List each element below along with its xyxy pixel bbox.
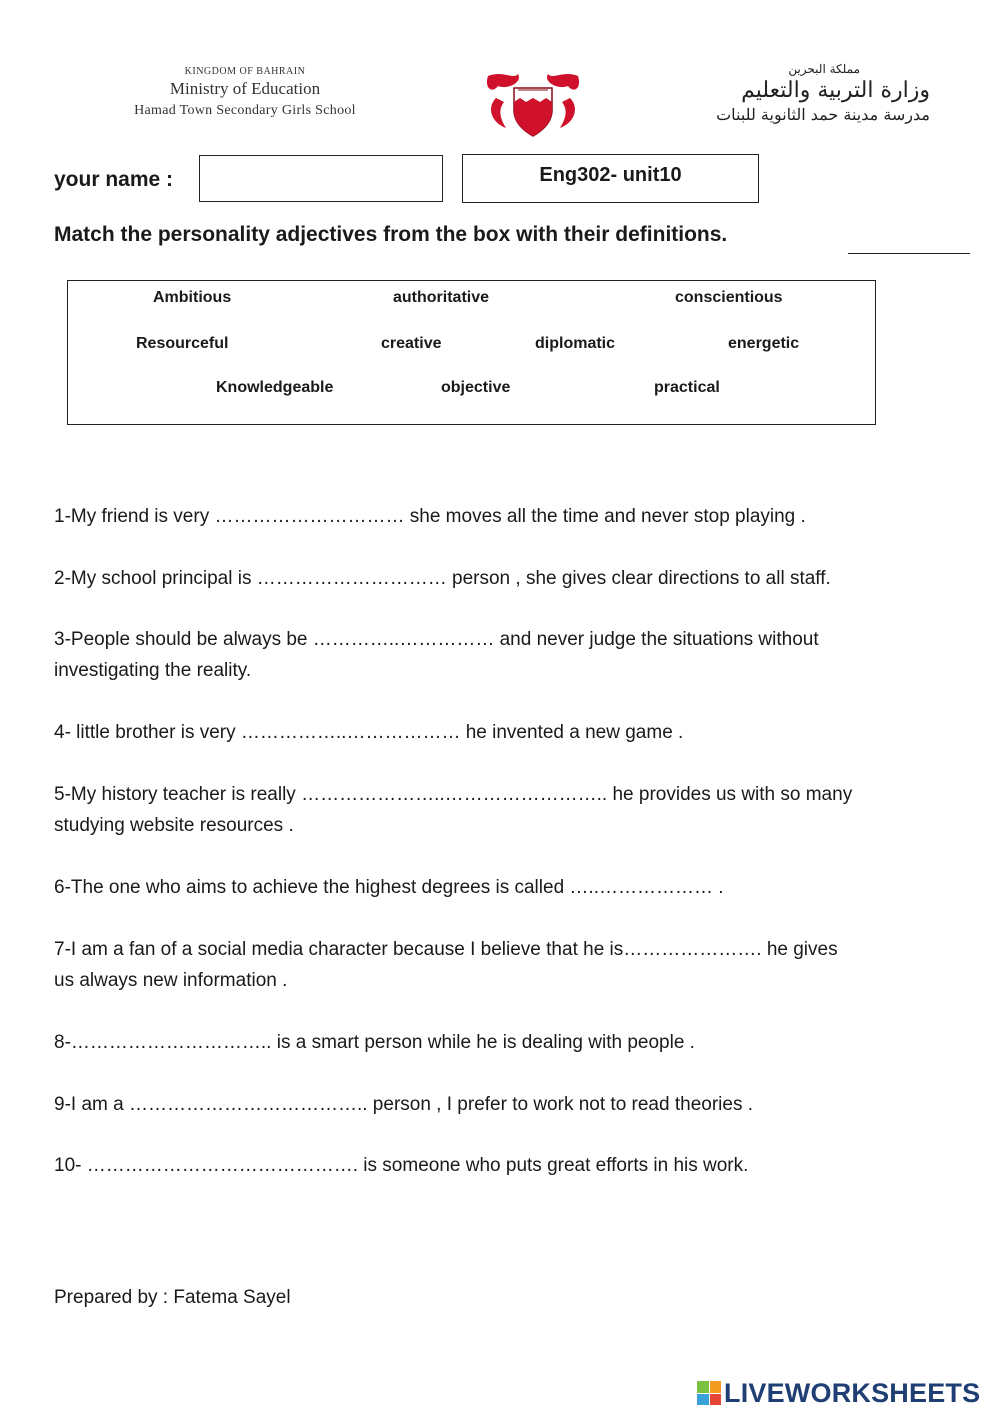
word-item: Resourceful <box>136 335 229 352</box>
question-9 <box>54 1089 924 1120</box>
question-line: 7-I am a fan of a social media character because I believe that he is…………………. he gives <box>54 939 838 960</box>
question-line: 1-My friend is very ………………………… she moves all the time and never stop playing . <box>54 506 806 527</box>
kingdom-ar-text: مملكة البحرين <box>788 62 860 76</box>
question-6 <box>54 872 924 903</box>
question-5 <box>54 779 924 841</box>
word-item: authoritative <box>393 289 490 306</box>
name-input[interactable] <box>199 155 443 202</box>
question-line: 5-My history teacher is really …………………..…………………….. he provides us with so many <box>54 784 853 805</box>
liveworksheets-logo-icon <box>697 1381 721 1405</box>
word-item: energetic <box>728 335 800 352</box>
question-line: 3-People should be always be …………..…………… and never judge the situations without <box>54 629 819 650</box>
ministry-ar-text: وزارة التربية والتعليم <box>741 78 930 103</box>
question-line: studying website resources . <box>54 815 294 836</box>
question-7 <box>54 934 924 996</box>
header-english <box>70 66 420 119</box>
word-item: practical <box>654 379 720 396</box>
score-line <box>848 253 970 254</box>
header-arabic <box>630 62 930 124</box>
ministry-en-text: Ministry of Education <box>169 79 321 98</box>
question-4 <box>54 717 924 748</box>
question-3 <box>54 624 924 686</box>
question-line: us always new information . <box>54 970 288 991</box>
word-box <box>67 280 876 425</box>
school-en-text: Hamad Town Secondary Girls School <box>134 103 356 118</box>
question-8 <box>54 1027 924 1058</box>
question-2 <box>54 563 924 594</box>
prepared-by: Prepared by : Fatema Sayel <box>54 1287 291 1308</box>
word-item: creative <box>381 335 442 352</box>
word-item: conscientious <box>675 289 783 306</box>
school-ar-text: مدرسة مدينة حمد الثانوية للبنات <box>716 105 930 124</box>
question-1 <box>54 501 924 532</box>
word-item: objective <box>441 379 511 396</box>
question-line: 4- little brother is very ……………..……………… he invented a new game . <box>54 722 684 743</box>
question-line: 10- ……………………………………. is someone who puts great efforts in his work. <box>54 1155 749 1176</box>
word-item: Knowledgeable <box>216 379 334 396</box>
name-label: your name : <box>54 168 174 191</box>
question-10 <box>54 1150 924 1181</box>
kingdom-en-text: KINGDOM OF BAHRAIN <box>184 66 306 77</box>
unit-title: Eng302- unit10 <box>462 154 759 203</box>
liveworksheets-logo-text: LIVEWORKSHEETS <box>724 1377 981 1408</box>
question-line: 8-………………………….. is a smart person while he is dealing with people . <box>54 1032 695 1053</box>
question-line: 9-I am a ……………………………….. person , I prefer to work not to read theories . <box>54 1094 754 1115</box>
question-line: 2-My school principal is ………………………… person , she gives clear directions to all staff. <box>54 568 831 589</box>
word-item: diplomatic <box>535 335 616 352</box>
liveworksheets-logo[interactable] <box>697 1378 980 1408</box>
question-line: investigating the reality. <box>54 660 252 681</box>
instruction-text: Match the personality adjectives from the box with their definitions. <box>54 223 728 246</box>
question-line: 6-The one who aims to achieve the highest degrees is called …..……………… . <box>54 877 724 898</box>
bahrain-emblem-icon <box>478 68 588 138</box>
word-item: Ambitious <box>153 289 232 306</box>
